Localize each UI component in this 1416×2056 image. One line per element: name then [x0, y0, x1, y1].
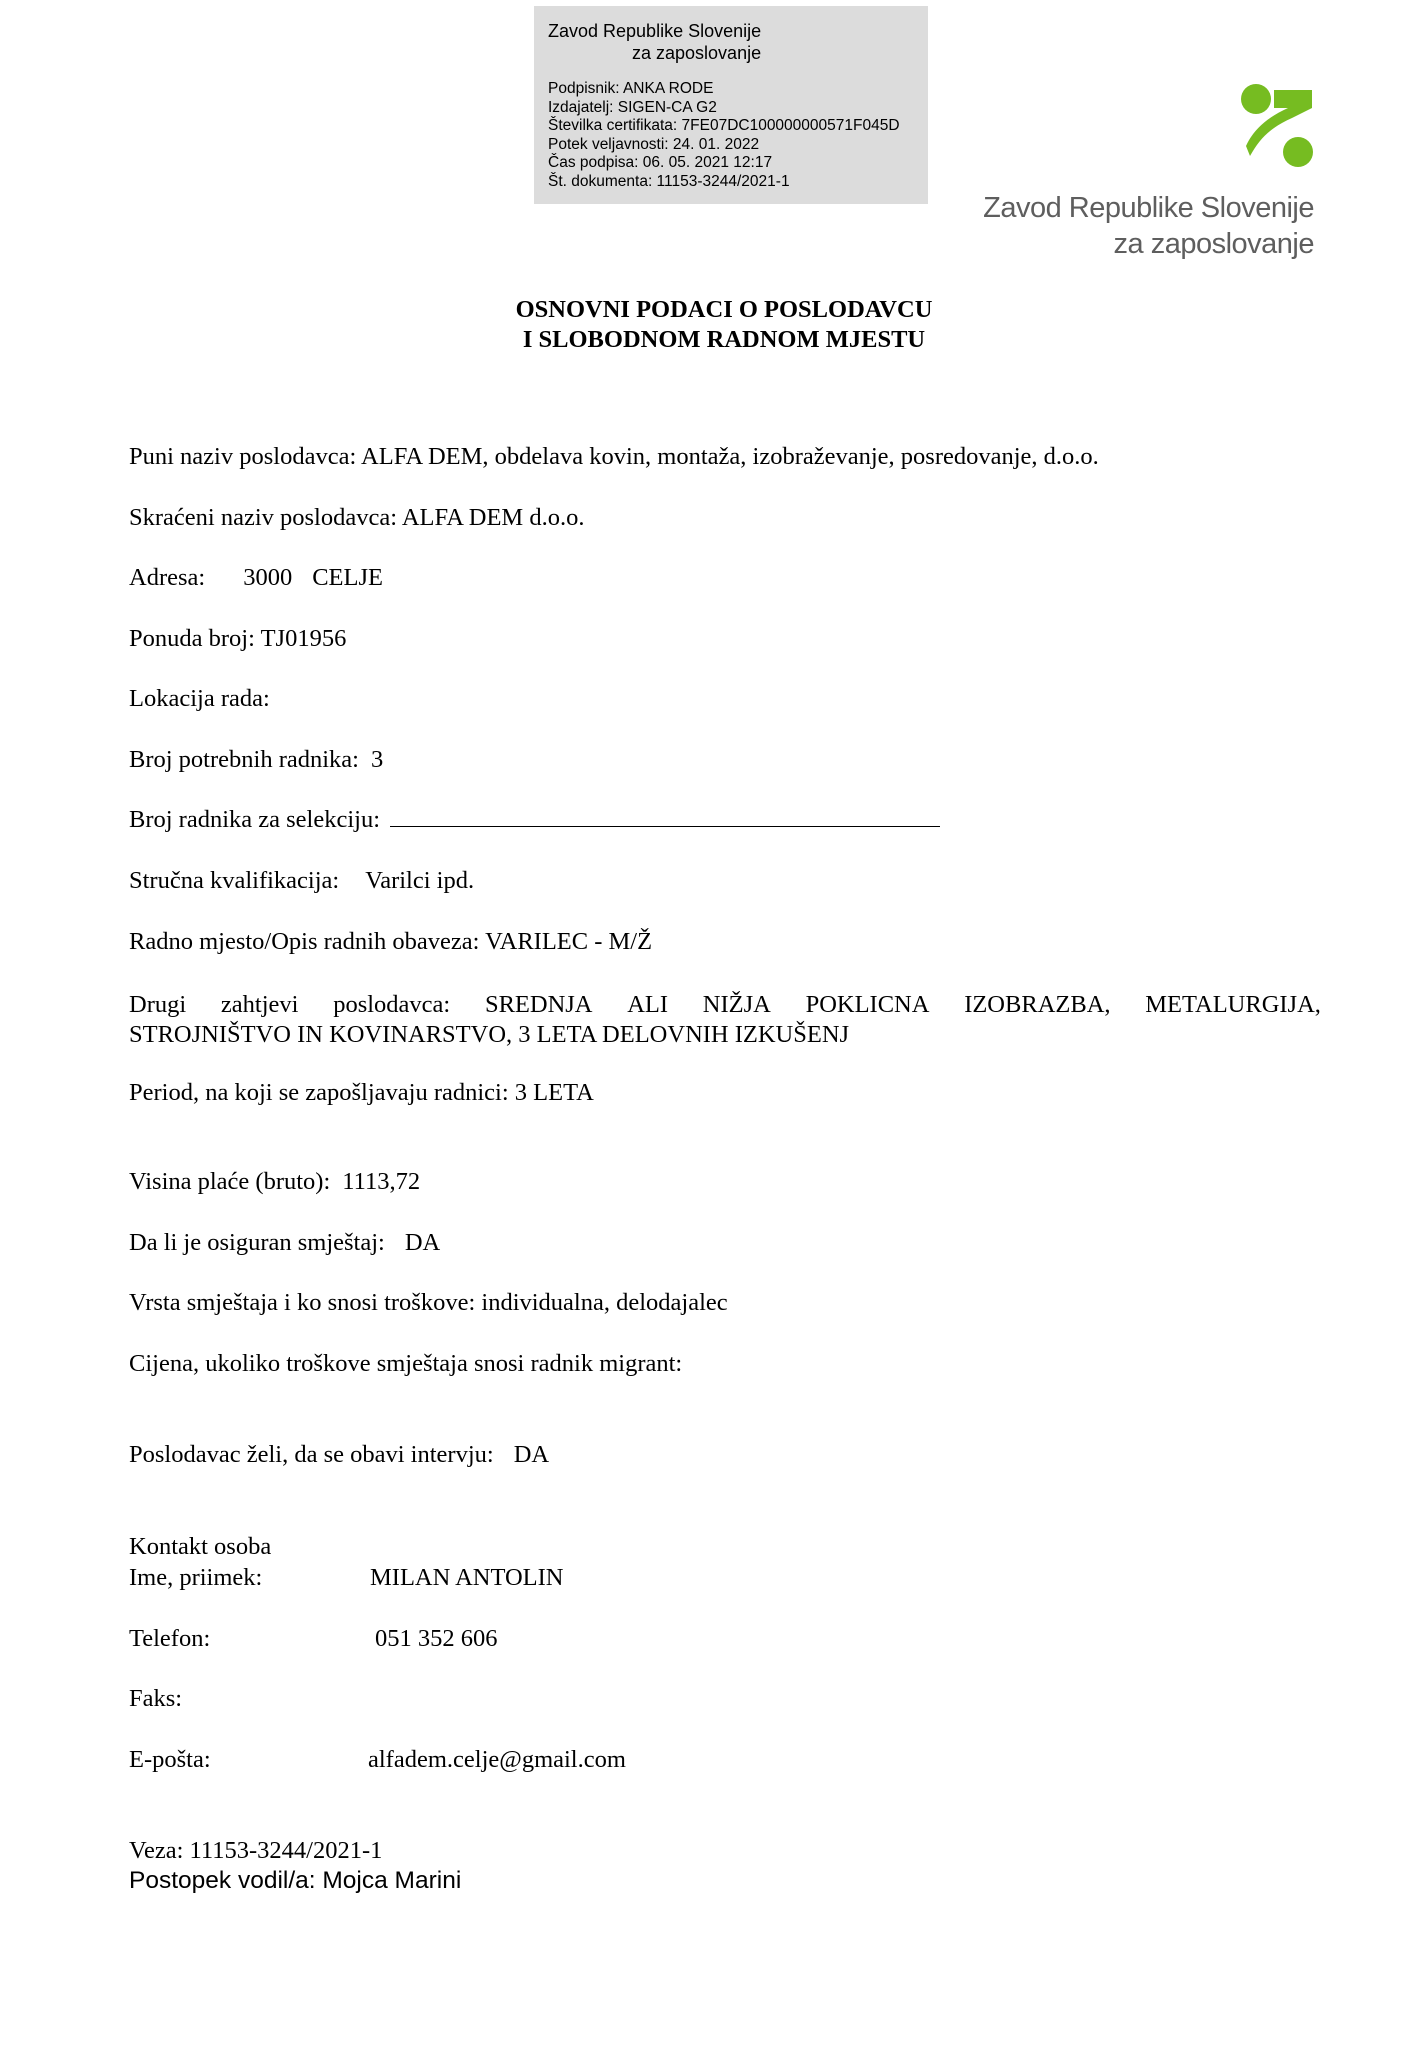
stamp-validity: Potek veljavnosti: 24. 01. 2022	[548, 135, 760, 153]
stamp-details	[548, 80, 928, 191]
field-offer	[129, 624, 346, 654]
field-price	[129, 1349, 682, 1379]
price-label: Cijena, ukoliko troškove smještaja snosi radnik migrant:	[129, 1350, 683, 1377]
period-value: 3 LETA	[514, 1079, 594, 1106]
other-requirements-line1	[129, 990, 1321, 1020]
full-name-value: ALFA DEM, obdelava kovin, montaža, izobraževanje, posredovanje, d.o.o.	[361, 443, 1099, 470]
short-name-label: Skraćeni naziv poslodavca:	[129, 504, 398, 531]
field-location	[129, 684, 270, 714]
title-line2: I SLOBODNOM RADNOM MJESTU	[522, 326, 926, 353]
qualification-label: Stručna kvalifikacija:	[129, 867, 340, 894]
workers-selection-label: Broj radnika za selekciju:	[129, 806, 381, 833]
period-label: Period, na koji se zapošljavaju radnici:	[129, 1079, 509, 1106]
blank-line	[390, 806, 940, 827]
offer-label: Ponuda broj:	[129, 625, 255, 652]
stamp-certificate-number: Številka certifikata: 7FE07DC100000000571F045D	[548, 117, 900, 134]
location-label: Lokacija rada:	[129, 685, 270, 712]
address-postal: 3000	[243, 564, 293, 591]
accommodation-label: Da li je osiguran smještaj:	[129, 1229, 385, 1256]
req-word: IZOBRAZBA,	[964, 991, 1111, 1018]
document-title	[0, 295, 1416, 355]
contact-heading: Kontakt osoba	[129, 1533, 272, 1560]
contact-name-label: Ime, priimek:	[129, 1564, 263, 1591]
stamp-signer: Podpisnik: ANKA RODE	[548, 80, 714, 97]
field-address	[129, 563, 383, 593]
footer-handled-by: Postopek vodil/a: Mojca Marini	[129, 1867, 462, 1894]
zrss-logo-icon	[1240, 82, 1320, 170]
field-accommodation	[129, 1228, 440, 1258]
contact-phone-label: Telefon:	[129, 1625, 211, 1652]
req-word: POKLICNA	[805, 991, 930, 1018]
address-label: Adresa:	[129, 564, 206, 591]
req-word: poslodavca:	[333, 991, 451, 1018]
workers-needed-value: 3	[370, 746, 384, 773]
contact-fax-label: Faks:	[129, 1685, 183, 1712]
contact-name	[129, 1563, 262, 1593]
contact-name-value: MILAN ANTOLIN	[370, 1564, 564, 1591]
digital-signature-stamp	[534, 6, 928, 204]
ref-label: Veza:	[129, 1837, 184, 1864]
stamp-org-line2: za zaposlovanje	[632, 43, 762, 63]
brand-line2: za zaposlovanje	[1113, 228, 1314, 260]
field-short-name	[129, 503, 584, 533]
accommodation-type-value: individualna, delodajalec	[481, 1289, 728, 1316]
ref-value: 11153-3244/2021-1	[189, 1837, 383, 1864]
stamp-document-number: Št. dokumenta: 11153-3244/2021-1	[548, 172, 790, 190]
req-word: zahtjevi	[220, 991, 299, 1018]
accommodation-value: DA	[404, 1229, 441, 1256]
contact-email-value: alfadem.celje@gmail.com	[368, 1746, 626, 1773]
field-workers-selection	[129, 805, 940, 835]
salary-value: 1113,72	[342, 1168, 421, 1195]
field-interview	[129, 1440, 549, 1470]
field-other-requirements	[129, 990, 1321, 1050]
stamp-sign-time: Čas podpisa: 06. 05. 2021 12:17	[548, 154, 773, 171]
field-workers-needed	[129, 745, 383, 775]
accommodation-type-label: Vrsta smještaja i ko snosi troškove:	[129, 1289, 476, 1316]
footer-reference	[129, 1836, 382, 1866]
interview-value: DA	[513, 1441, 550, 1468]
req-word: ALI	[627, 991, 669, 1018]
address-city: CELJE	[312, 564, 383, 591]
stamp-issuer: Izdajatelj: SIGEN-CA G2	[548, 98, 717, 116]
job-label: Radno mjesto/Opis radnih obaveza:	[129, 928, 480, 955]
offer-value: TJ01956	[260, 625, 347, 652]
field-job	[129, 927, 652, 957]
field-period	[129, 1078, 594, 1108]
job-value: VARILEC - M/Ž	[485, 928, 653, 955]
req-word: SREDNJA	[484, 991, 593, 1018]
field-accommodation-type	[129, 1288, 728, 1318]
req-word: METALURGIJA,	[1145, 991, 1321, 1018]
interview-label: Poslodavac želi, da se obavi intervju:	[129, 1441, 494, 1468]
other-requirements-line2: STROJNIŠTVO IN KOVINARSTVO, 3 LETA DELOVNIH IZKUŠENJ	[129, 1021, 850, 1048]
field-qualification	[129, 866, 474, 896]
req-word: NIŽJA	[702, 991, 771, 1018]
contact-email-label: E-pošta:	[129, 1746, 211, 1773]
stamp-org-line1: Zavod Republike Slovenije	[548, 21, 762, 41]
brand-line1: Zavod Republike Slovenije	[983, 192, 1314, 224]
salary-label: Visina plaće (bruto):	[129, 1168, 331, 1195]
qualification-value: Varilci ipd.	[365, 867, 475, 894]
contact-phone-value: 051 352 606	[375, 1625, 498, 1652]
title-line1: OSNOVNI PODACI O POSLODAVCU	[515, 296, 933, 323]
req-word: Drugi	[129, 991, 187, 1018]
full-name-label: Puni naziv poslodavca:	[129, 443, 357, 470]
short-name-value: ALFA DEM d.o.o.	[401, 504, 585, 531]
brand-name	[983, 190, 1314, 262]
field-salary	[129, 1167, 420, 1197]
field-full-name	[129, 442, 1099, 472]
workers-needed-label: Broj potrebnih radnika:	[129, 746, 359, 773]
